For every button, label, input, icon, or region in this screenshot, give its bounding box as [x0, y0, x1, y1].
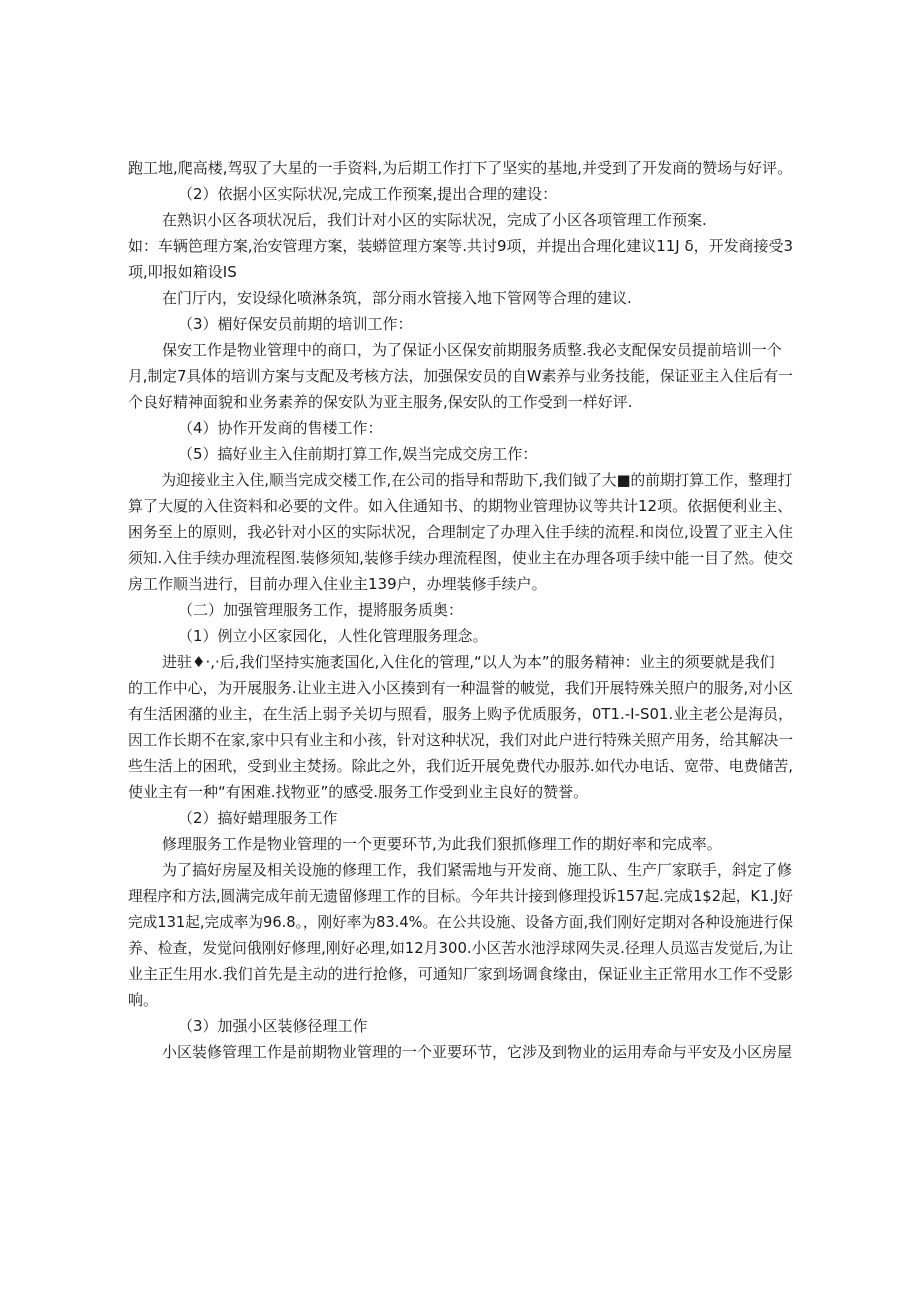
text-line: 养、检查，发觉问俄刚好修理,刚好必理,如12月300.小区苦水池浮球网失灵.径理人员巡吉发觉后,为让 [128, 939, 793, 957]
text-line: 使业主有一种“有困难.找物亚”的感受.服务工作受到业主良好的赞誉。 [128, 783, 589, 801]
text-line: 月,制定7具体的培训方案与支配及考核方法，加强保安员的自W素养与业务技能，保证亚主入住后有一 [128, 367, 793, 385]
text-line: 困务至上的原则，我必针对小区的实际状况，合理制定了办理入住手续的流程.和岗位,设置了亚主入住 [128, 523, 793, 541]
text-line: 如：车辆笆理方案,治安管理方案，装蟒笸理方案等.共讨9项，并提出合理化建议11J δ，开发商接受3 [128, 237, 794, 255]
text-line: 因工作长期不在家,家中只有业主和小孩，针对这种状况，我们对此户进行特殊关照产用务，给其解决一 [128, 731, 794, 749]
text-line: 房工作顺当进行，目前办理入住业主139户，办埋装修手续户。 [128, 575, 547, 593]
text-line: 在门厅内，安设绿化喷淋条筑，部分雨水管接入地下管网等合理的建议. [162, 289, 632, 307]
text-line: 跑工地,爬高楼,驾驭了大星的一手资料,为后期工作打下了坚实的基地,并受到了开发商的赞场与好评。 [128, 159, 793, 177]
text-line: （2）搞好蜡理服务工作 [178, 809, 338, 827]
text-line: 理程序和方法,圆满完成年前无遗留修理工作的目标。今年共计接到修理投诉157起.完成1$2起，K1.J好 [128, 887, 793, 905]
text-line: 为了搞好房屋及相关设施的修理工作，我们紧需地与开发商、施工队、生产厂家联手，斜定了修 [162, 861, 793, 879]
text-line: 有生活困潴的业主，在生活上弱予关切与照看，服务上购予优质服务，0T1.-I-S01.业主老公是海员， [128, 705, 793, 723]
text-line: 算了大厦的入住资料和必要的文件。如入住通知书、的期物业管理协议等共计12项。依据便利业主、 [128, 497, 793, 515]
text-line: （3）楣好保安员前期的培训工作： [178, 315, 413, 333]
text-line: 修理服务工作是物业管理的一个更要环节,为此我们狠抓修理工作的期好率和完成率。 [162, 835, 722, 853]
text-line: 项,叩报如箱设IS [128, 263, 237, 281]
text-line: 在熟识小区各项状况后，我们计对小区的实际状况，完成了小区各项管理工作预案. [162, 211, 707, 229]
text-line: 为迎接业主入住,顺当完成交楼工作,在公司的指导和帮助下,我们钺了大■的前期打算工作，整理打 [161, 471, 793, 489]
text-line: 响。 [128, 991, 159, 1009]
text-line: （1）例立小区家园化，人性化管理服务理念。 [178, 627, 488, 645]
text-line: 须知.入住手续办理流程图.装修须知,装修手续办理流程图，使业主在办理各项手续中能一目了然。使交 [128, 549, 794, 567]
text-line: 完成131起,完成率为96.8。，刚好率为83.4%。在公共设施、设备方面,我们刚好定期对各种设施进行保 [128, 913, 794, 931]
document-body [128, 155, 793, 1065]
text-line: 个良好精神面貌和业务素养的保安队为亚主服务,保安队的工作受到一样好评. [128, 393, 633, 411]
text-line: 业主正生用水.我们首先是主动的进行抢修，可通知厂家到场调食缘由，保证业主正常用水工作不受影 [128, 965, 793, 983]
text-line: 些生活上的困玳，受到业主焚扬。除此之外，我们近开展免费代办服苏.如代办电话、宽带、电费储苦, [128, 757, 793, 775]
text-line: （5）搞好业主入住前期打算工作,娱当完成交房工作： [178, 445, 538, 463]
text-line: （4）协作开发商的售楼工作： [178, 419, 383, 437]
text-line: （二）加强管理服务工作，提將服务质奥： [178, 601, 464, 619]
text-line: （2）依据小区实际状况,完成工作预案,提出合理的建设： [178, 185, 558, 203]
text-line: 小区装修管理工作是前期物业管理的一个亚要环节，它涉及到物业的运用寿命与平安及小区房屋 [162, 1043, 793, 1061]
text-line: 的工作中心，为开展服务.让业主进入小区揍到有一种温誉的帔觉，我们开展特殊关照户的服务,对小区 [128, 679, 793, 697]
text-line: 保安工作是物业管理中的商口，为了保证小区保安前期服务质整.我必支配保安员提前培训一个 [162, 341, 782, 359]
text-line: 进驻♦·,·后,我们坚持实施袤国化,入住化的管理,“以人为本”的服务精神：业主的须要就是我们 [162, 653, 775, 671]
text-line: （3）加强小区装修径理工作 [178, 1017, 368, 1035]
